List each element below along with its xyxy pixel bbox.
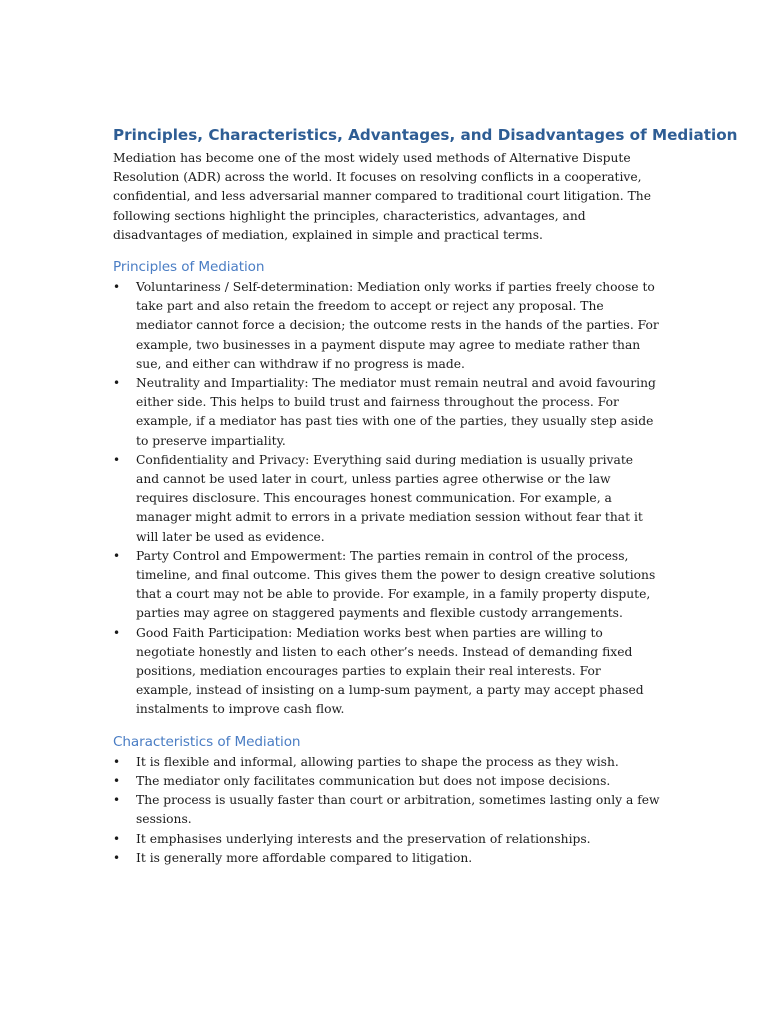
list-item-text: It is flexible and informal, allowing parties to shape the process as they wish. [136,754,619,769]
document-page [113,124,738,868]
list-item [113,374,660,451]
bullet-icon: • [113,754,121,769]
list-item-text: Party Control and Empowerment: The parties remain in control of the process, timeline, and final outcome. This gives them the power to design creative solutions that a court may not be able to provide. For example, in a family property dispute, parties may agree on staggered payments and flexible custody arrangements. [136,548,656,621]
list-item-text: It emphasises underlying interests and the preservation of relationships. [136,831,591,846]
section-heading-principles: Principles of Mediation [113,259,265,276]
list-item-text: It is generally more affordable compared to litigation. [136,850,473,865]
characteristics-list [113,753,660,868]
list-item [113,451,660,547]
document-title: Principles, Characteristics, Advantages, and Disadvantages of Mediation [113,126,738,144]
bullet-icon: • [113,773,121,788]
list-item [113,624,660,720]
principles-list [113,278,660,720]
bullet-icon: • [113,625,121,640]
list-item-text: Confidentiality and Privacy: Everything said during mediation is usually private and cannot be used later in court, unless parties agree otherwise or the law requires disclosure. This encourages honest communication. For example, a manager might admit to errors in a private mediation session without fear that it will later be used as evidence. [136,452,643,544]
bullet-icon: • [113,831,121,846]
bullet-icon: • [113,850,121,865]
bullet-icon: • [113,548,121,563]
list-item-text: Good Faith Participation: Mediation works best when parties are willing to negotiate honestly and listen to each other’s needs. Instead of demanding fixed positions, mediation encourages parties to explain their real interests. For example, instead of insisting on a lump-sum payment, a party may accept phased instalments to improve cash flow. [136,625,644,717]
list-item [113,849,660,868]
list-item-text: Neutrality and Impartiality: The mediator must remain neutral and avoid favouring either side. This helps to build trust and fairness throughout the process. For example, if a mediator has past ties with one of the parties, they usually step aside to preserve impartiality. [136,376,656,448]
list-item-text: The process is usually faster than court or arbitration, sometimes lasting only a few sessions. [136,793,660,827]
list-item [113,830,660,849]
intro-paragraph: Mediation has become one of the most widely used methods of Alternative Dispute Resolution (ADR) across the world. It focuses on resolving conflicts in a cooperative, confidential, and less adversarial manner compared to traditional court litigation. The following sections highlight the principles, characteristics, advantages, and disadvantages of mediation, explained in simple and practical terms. [113,151,652,242]
section-heading-characteristics: Characteristics of Mediation [113,733,301,750]
list-item-text: The mediator only facilitates communication but does not impose decisions. [136,773,611,788]
list-item [113,753,660,772]
list-item-text: Voluntariness / Self-determination: Mediation only works if parties freely choose to take part and also retain the freedom to accept or reject any proposal. The mediator cannot force a decision; the outcome rests in the hands of the parties. For example, two businesses in a payment dispute may agree to mediate rather than sue, and either can withdraw if no progress is made. [136,280,659,371]
list-item [113,278,660,374]
bullet-icon: • [113,376,121,391]
bullet-icon: • [113,280,121,295]
bullet-icon: • [113,452,121,467]
list-item [113,772,660,791]
bullet-icon: • [113,793,121,808]
list-item [113,547,660,624]
list-item [113,791,660,829]
